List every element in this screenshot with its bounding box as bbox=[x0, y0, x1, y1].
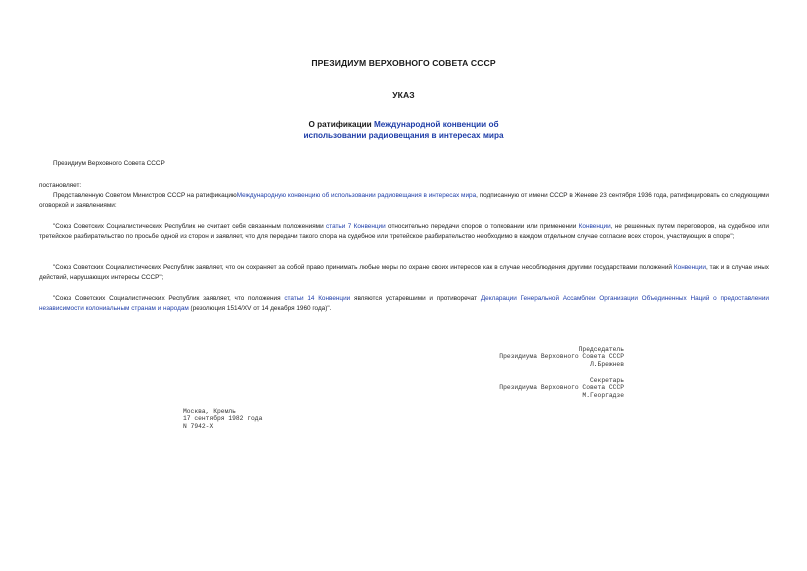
secretary-body: Президиума Верховного Совета СССР bbox=[499, 384, 624, 392]
paragraph-4 bbox=[39, 294, 769, 313]
document-type: УКАЗ bbox=[392, 90, 415, 100]
chairman-body: Президиума Верховного Совета СССР bbox=[499, 353, 624, 361]
paragraph-1-text-2: , подписанную от имени СССР в Женеве 23 сентября 1936 года, ратифицировать со следующими оговоркой и заявлениями: bbox=[39, 192, 769, 209]
paragraph-2-text-2: относительно передачи споров о толковании или применении bbox=[385, 223, 579, 230]
document-title bbox=[0, 119, 807, 141]
paragraph-4-text-2: являются устаревшими и противоречат bbox=[350, 295, 481, 302]
paragraph-2 bbox=[39, 222, 769, 241]
un-declaration-link[interactable]: Декларации Генеральной Ассамблеи Организации Объединенных Наций о предоставлении независимости колониальным странам и народам bbox=[39, 295, 769, 312]
chairman-title: Председатель bbox=[578, 346, 624, 353]
paragraph-2-text-1: "Союз Советских Социалистических Республик не считает себя связанным положениями bbox=[53, 223, 327, 230]
paragraph-3-text-1: "Союз Советских Социалистических Республик заявляет, что он сохраняет за собой право принимать любые меры по охране своих интересов как в случае несоблюдения другими государствами положений bbox=[53, 264, 674, 271]
chairman-name: Л.Брежнев bbox=[589, 360, 624, 368]
paragraph-3-text-2: , так и в случае иных действий, нарушающих интересы СССР"; bbox=[39, 264, 769, 281]
paragraph-3 bbox=[39, 263, 769, 282]
title-prefix: О ратификации bbox=[308, 120, 374, 129]
convention-link[interactable]: Международную конвенцию об использовании радиовещания в интересах мира bbox=[236, 192, 477, 199]
article-7-link[interactable]: статьи 7 Конвенции bbox=[326, 223, 386, 230]
convention-link-title-2[interactable]: использовании радиовещания в интересах мира bbox=[303, 131, 504, 140]
paragraph-4-text-1: "Союз Советских Социалистических Республик заявляет, что положения bbox=[53, 295, 285, 302]
secretary-signature bbox=[430, 377, 624, 399]
paragraph-2-text-3: , не решенных путем переговоров, на судебное или третейское разбирательство по просьбе одной из сторон и заявляет, что для передачи такого спора на судебное или третейское разбирательство необходимо в каждом отдельном случае согласие всех сторон, участвующих в споре"; bbox=[39, 223, 769, 240]
paragraph-1 bbox=[39, 191, 769, 210]
date: 17 сентября 1982 года bbox=[183, 415, 263, 423]
place-and-date bbox=[183, 408, 383, 430]
decree-number: N 7942-X bbox=[183, 422, 214, 430]
issuing-body: ПРЕЗИДИУМ ВЕРХОВНОГО СОВЕТА СССР bbox=[311, 58, 496, 68]
secretary-name: М.Георгадзе bbox=[582, 391, 624, 399]
paragraph-4-text-3: (резолюция 1514/XV от 14 декабря 1960 года)". bbox=[188, 304, 332, 312]
place: Москва, Кремль bbox=[183, 408, 236, 415]
convention-link-title-1[interactable]: Международной конвенции об bbox=[373, 120, 499, 129]
intro-text: Президиум Верховного Совета СССР bbox=[53, 160, 165, 167]
convention-link-3[interactable]: Конвенции bbox=[673, 264, 706, 271]
article-14-link[interactable]: статьи 14 Конвенции bbox=[284, 295, 351, 302]
paragraph-1-text-1: Представленную Советом Министров СССР на ратификацию bbox=[53, 192, 237, 199]
chairman-signature bbox=[430, 346, 624, 368]
resolves-text: постановляет: bbox=[39, 182, 82, 189]
convention-link-2[interactable]: Конвенции bbox=[578, 223, 611, 230]
secretary-title: Секретарь bbox=[589, 377, 624, 384]
